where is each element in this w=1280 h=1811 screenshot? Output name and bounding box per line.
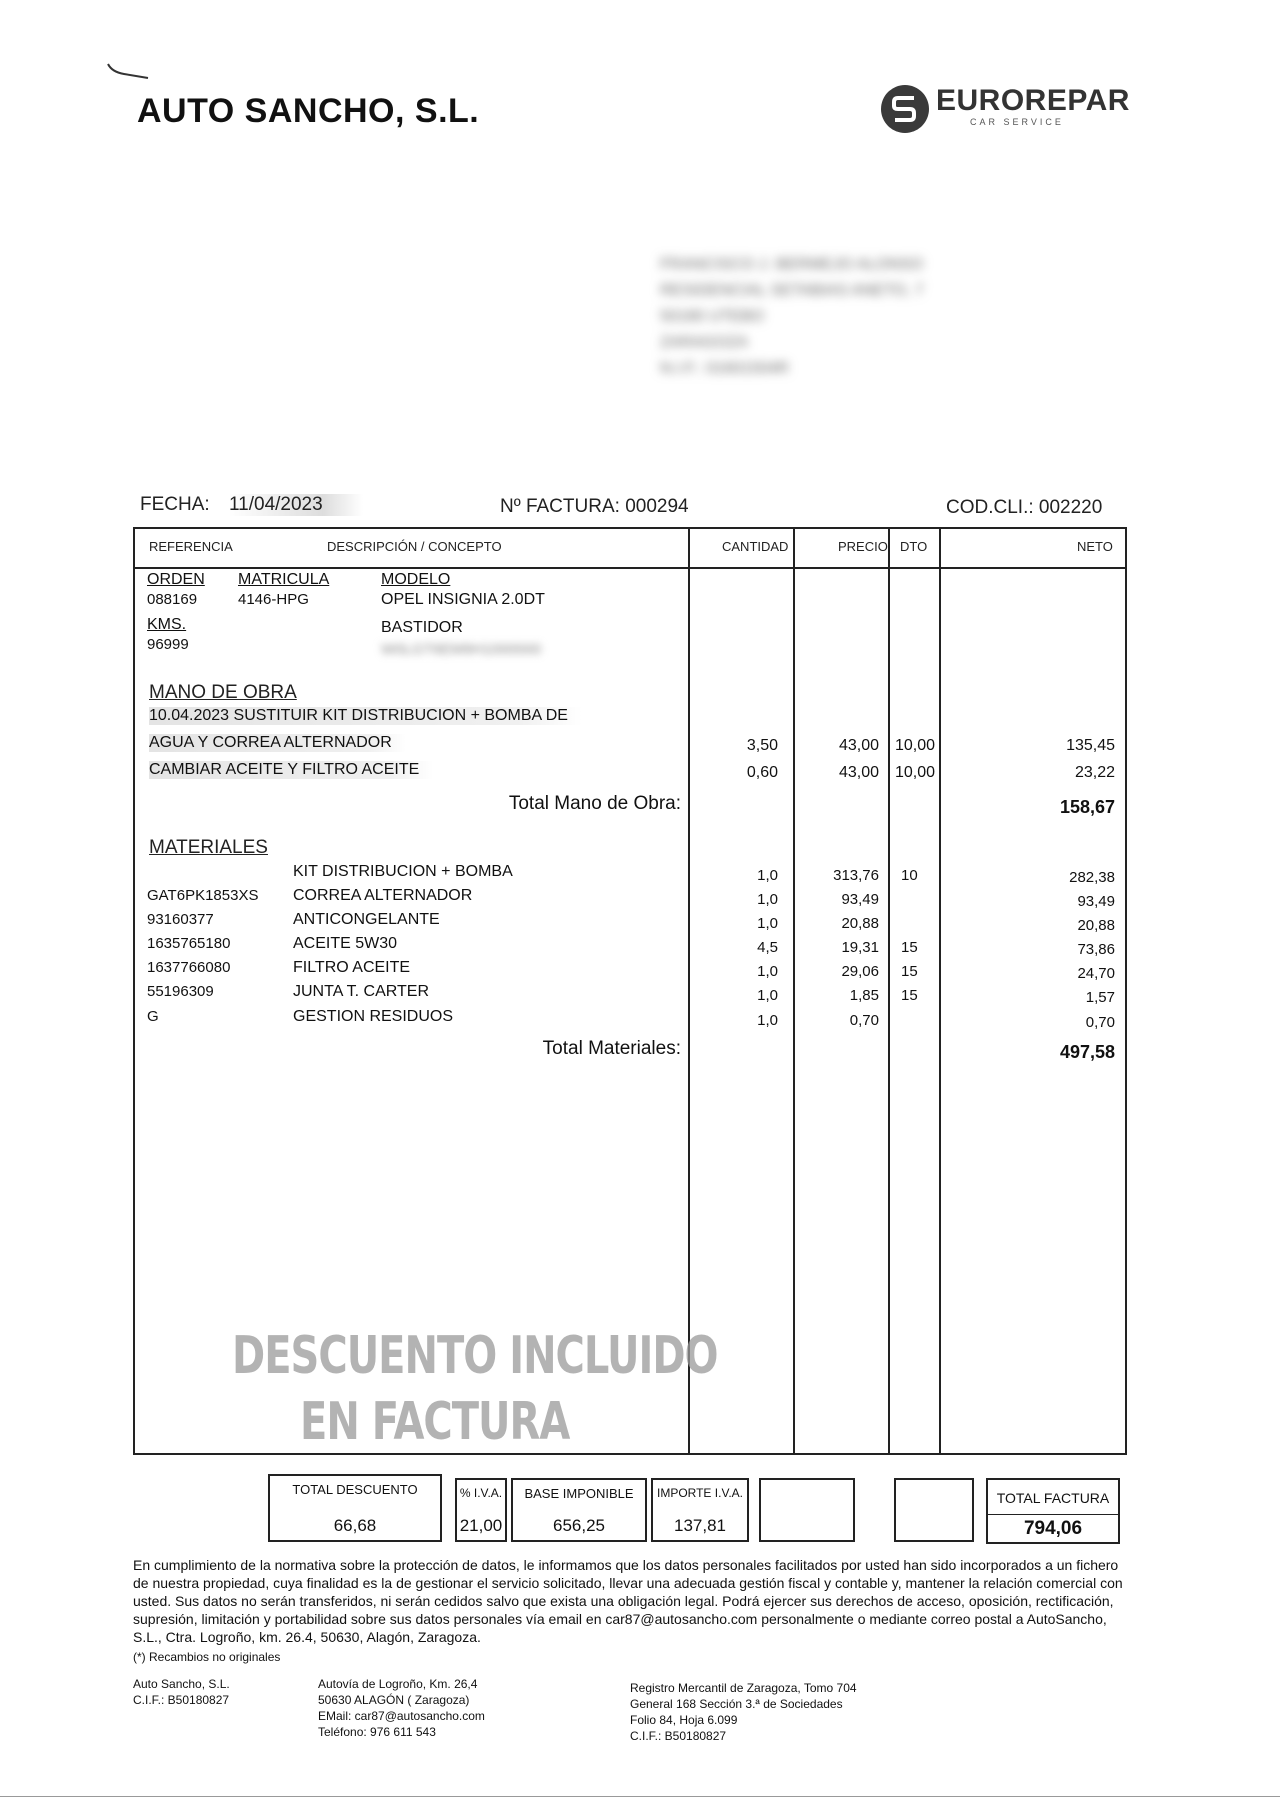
material-ref: 93160377 (147, 911, 214, 928)
material-ref: 1637766080 (147, 959, 231, 976)
material-dto: 15 (901, 963, 918, 980)
importe-iva-value: 137,81 (674, 1516, 726, 1535)
base-imponible-label: BASE IMPONIBLE (524, 1486, 634, 1501)
invoice-table (133, 527, 1127, 1455)
footer-address (318, 1676, 485, 1740)
discount-stamp-line2: EN FACTURA (300, 1392, 570, 1452)
importe-iva-box (651, 1478, 749, 1542)
empty-box (759, 1478, 855, 1542)
labor-line-desc: 10.04.2023 SUSTITUIR KIT DISTRIBUCION + BOMBA DE (149, 707, 582, 725)
total-descuento-value: 66,68 (333, 1516, 377, 1535)
material-precio: 93,49 (841, 891, 879, 908)
total-factura-box (986, 1478, 1120, 1544)
col-header-descripcion: DESCRIPCIÓN / CONCEPTO (327, 539, 502, 554)
iva-pct-value: 21,00 (459, 1516, 503, 1535)
kms-label: KMS. (147, 616, 187, 633)
footer-line: Teléfono: 976 611 543 (318, 1725, 436, 1739)
base-imponible-box (511, 1478, 647, 1542)
eurorepar-logo-icon (880, 84, 930, 134)
material-cantidad: 1,0 (757, 891, 778, 908)
material-desc: ANTICONGELANTE (293, 911, 440, 928)
client-line: FRANCISCO J. BERMEJO ALONSO (660, 256, 924, 273)
total-factura-rule (988, 1514, 1118, 1515)
footer-line: Auto Sancho, S.L. (133, 1677, 230, 1691)
total-descuento-box (268, 1474, 442, 1542)
material-ref: G (147, 1008, 159, 1025)
material-desc: JUNTA T. CARTER (293, 983, 430, 1000)
codcli-value: 002220 (1038, 497, 1103, 518)
orden-label: ORDEN (147, 571, 205, 588)
col-header-referencia: REFERENCIA (149, 539, 233, 554)
footer-line: General 168 Sección 3.ª de Sociedades (630, 1697, 843, 1711)
material-neto: 93,49 (1077, 893, 1115, 910)
material-cantidad: 1,0 (757, 963, 778, 980)
material-cantidad: 1,0 (757, 1012, 778, 1029)
labor-total-label: Total Mano de Obra: (508, 793, 681, 814)
material-neto: 73,86 (1077, 941, 1115, 958)
labor-line-cantidad: 0,60 (746, 764, 778, 781)
footer-registry (630, 1680, 857, 1744)
material-desc: CORREA ALTERNADOR (293, 887, 473, 904)
labor-line-desc: AGUA Y CORREA ALTERNADOR (149, 734, 406, 752)
discount-stamp: DESCUENTO INCLUIDO (232, 1326, 718, 1386)
company-name: AUTO SANCHO, S.L. (137, 92, 480, 130)
labor-line-dto: 10,00 (895, 764, 936, 781)
material-neto: 1,57 (1085, 989, 1115, 1006)
material-precio: 0,70 (849, 1012, 879, 1029)
client-line: N.I.F.: 01601504R (660, 360, 789, 377)
modelo-value: OPEL INSIGNIA 2.0DT (381, 591, 545, 608)
iva-pct-label: % I.V.A. (459, 1486, 503, 1500)
pen-mark (104, 58, 152, 82)
material-precio: 20,88 (841, 915, 879, 932)
note-non-original: (*) Recambios no originales (133, 1650, 281, 1664)
material-ref: 1635765180 (147, 935, 231, 952)
col-header-precio: PRECIO (838, 539, 888, 554)
footer-company (133, 1676, 230, 1708)
footer-line: EMail: car87@autosancho.com (318, 1709, 485, 1723)
brand-name: EUROREPAR (936, 84, 1130, 117)
material-neto: 24,70 (1077, 965, 1115, 982)
material-precio: 19,31 (841, 939, 879, 956)
col-header-dto: DTO (900, 539, 928, 554)
material-desc: GESTION RESIDUOS (293, 1008, 454, 1025)
material-cantidad: 1,0 (757, 987, 778, 1004)
factura-value: 000294 (625, 496, 689, 517)
material-dto: 15 (901, 939, 918, 956)
client-address (660, 252, 980, 382)
total-descuento-label: TOTAL DESCUENTO (292, 1482, 418, 1497)
footer-line: 50630 ALAGÓN ( Zaragoza) (318, 1693, 470, 1707)
importe-iva-label: IMPORTE I.V.A. (656, 1486, 744, 1500)
matricula-label: MATRICULA (238, 571, 330, 588)
material-cantidad: 1,0 (757, 915, 778, 932)
factura-label: Nº FACTURA: (500, 496, 620, 517)
matricula-value: 4146-HPG (238, 591, 309, 608)
labor-line-precio: 43,00 (838, 764, 879, 781)
bottom-rule (0, 1796, 1280, 1797)
labor-line-precio: 43,00 (838, 737, 879, 754)
col-header-cantidad: CANTIDAD (722, 539, 789, 554)
footer-line: Folio 84, Hoja 6.099 (630, 1713, 738, 1727)
labor-total-value: 158,67 (1059, 797, 1115, 817)
materials-total-value: 497,58 (1059, 1042, 1115, 1062)
col-header-neto: NETO (1077, 539, 1113, 554)
total-factura-label: TOTAL FACTURA (996, 1490, 1110, 1506)
privacy-notice: En cumplimiento de la normativa sobre la protección de datos, le informamos que los datos personales facilitados por usted han sido incorporados a un fichero de nuestra propiedad, cuya finalidad es la de gestionar el servicio solicitado, llevar una adecuada gestión fiscal y contable y, mantener la relación comercial con usted. Sus datos no serán transferidos, ni serán cedidos salvo que exista una obligación legal. Podrá ejercer sus derechos de acceso, oposición, rectificación, supresión, limitación y portabilidad sobre sus datos personales vía email en car87@autosancho.com personalmente o mediante correo postal a AutoSancho, S.L., Ctra. Logroño, km. 26.4, 50630, Alagón, Zaragoza. (133, 1557, 1123, 1645)
bastidor-label: BASTIDOR (381, 619, 463, 636)
client-line: RESIDENCIAL SETABIAS ANETO, 7 (660, 282, 924, 299)
client-code (946, 497, 1102, 519)
material-desc: ACEITE 5W30 (293, 935, 398, 952)
material-neto: 20,88 (1077, 917, 1115, 934)
labor-line-dto: 10,00 (895, 737, 936, 754)
header-rule (135, 567, 1125, 569)
modelo-label: MODELO (381, 571, 451, 588)
fecha-value: 11/04/2023 (229, 494, 363, 516)
labor-line-desc: CAMBIAR ACEITE Y FILTRO ACEITE (149, 761, 433, 779)
material-desc: KIT DISTRIBUCION + BOMBA (293, 863, 513, 880)
material-neto: 0,70 (1085, 1014, 1115, 1031)
iva-pct-box (455, 1478, 507, 1542)
footer-line: C.I.F.: B50180827 (133, 1693, 230, 1707)
client-line: 50180 UTEBO (660, 308, 765, 325)
material-cantidad: 4,5 (757, 939, 778, 956)
factura-number (500, 496, 689, 518)
material-cantidad: 1,0 (757, 867, 778, 884)
labor-line-neto: 135,45 (1066, 737, 1115, 754)
labor-line-cantidad: 3,50 (746, 737, 778, 754)
col-divider (888, 529, 890, 1453)
footer-line: Autovía de Logroño, Km. 26,4 (318, 1677, 478, 1691)
footer-line: C.I.F.: B50180827 (630, 1729, 727, 1743)
total-factura-value: 794,06 (1023, 1518, 1083, 1539)
material-dto: 10 (901, 867, 918, 884)
material-precio: 1,85 (849, 987, 879, 1004)
fecha-label: FECHA: (140, 494, 210, 515)
bastidor-value: W0LGT6EM9H1000000 (381, 641, 542, 658)
footer-line: Registro Mercantil de Zaragoza, Tomo 704 (630, 1681, 857, 1695)
material-precio: 29,06 (841, 963, 879, 980)
labor-title: MANO DE OBRA (149, 682, 297, 703)
material-ref: 55196309 (147, 983, 214, 1000)
codcli-label: COD.CLI.: (946, 497, 1034, 518)
brand-tagline: CAR SERVICE (970, 117, 1064, 127)
empty-box (894, 1478, 974, 1542)
material-dto: 15 (901, 987, 918, 1004)
kms-value: 96999 (147, 636, 189, 653)
material-neto: 282,38 (1069, 869, 1115, 886)
material-ref: GAT6PK1853XS (147, 887, 259, 904)
material-desc: FILTRO ACEITE (293, 959, 411, 976)
client-line: ZARAGOZA (660, 334, 749, 351)
materials-title: MATERIALES (149, 837, 268, 858)
base-imponible-value: 656,25 (553, 1516, 605, 1535)
materials-total-label: Total Materiales: (542, 1038, 681, 1059)
orden-value: 088169 (147, 591, 198, 608)
material-precio: 313,76 (833, 867, 879, 884)
labor-line-neto: 23,22 (1074, 764, 1115, 781)
